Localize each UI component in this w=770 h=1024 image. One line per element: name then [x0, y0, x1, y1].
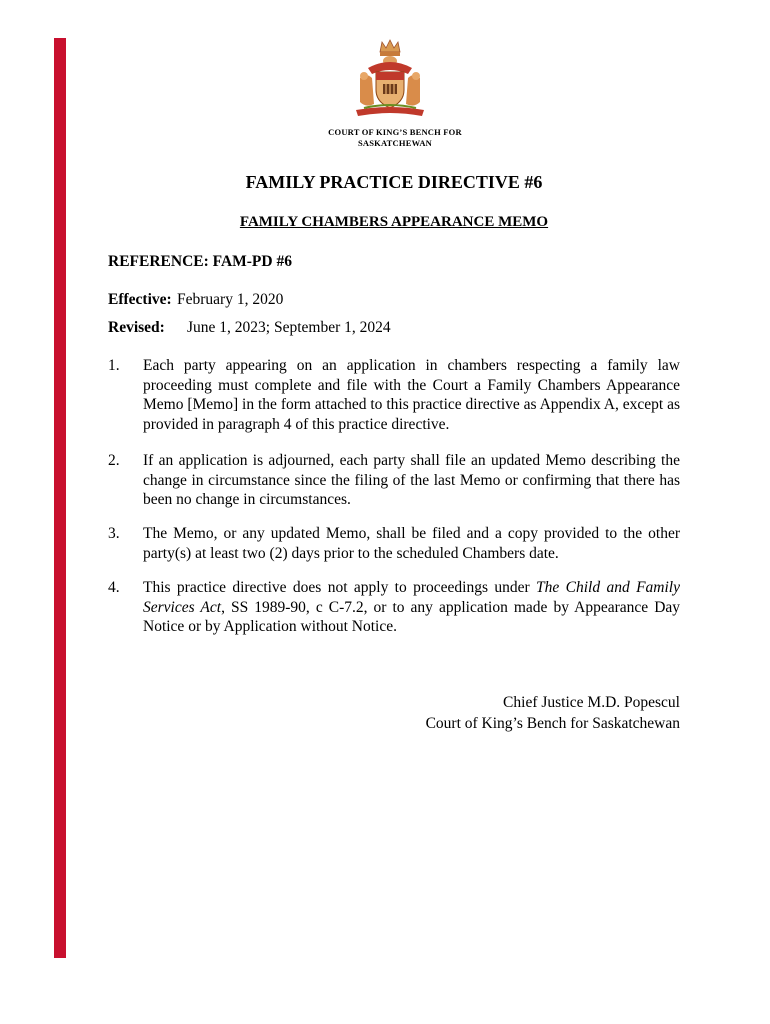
effective-row: [108, 291, 283, 309]
paragraph-3: [108, 524, 680, 563]
court-name-header: [300, 127, 490, 149]
document-title: FAMILY PRACTICE DIRECTIVE #6: [245, 172, 543, 192]
paragraph-number: 2.: [108, 452, 120, 469]
paragraph-text: Each party appearing on an application in chambers respecting a family law proceeding must complete and file with the Court a Family Chambers Appearance Memo [Memo] in the form attached to this practice directive as Appendix A, except as provided in paragraph 4 of this practice directive.: [143, 357, 680, 433]
revised-value: June 1, 2023; September 1, 2024: [187, 319, 391, 336]
paragraph-text: If an application is adjourned, each party shall file an updated Memo describing the change in circumstance since the filing of the last Memo or confirming that there has been no change in circumstances.: [143, 452, 680, 509]
paragraph-1: [108, 356, 680, 434]
paragraph-number: 1.: [108, 357, 120, 374]
margin-red-bar: [54, 38, 66, 958]
act-title: The Child and Family Services Act: [143, 579, 680, 616]
signature-block: [426, 692, 680, 734]
revised-row: [108, 319, 391, 337]
paragraph-number: 3.: [108, 525, 120, 542]
paragraph-text-before: This practice directive does not apply to proceedings under: [143, 579, 537, 596]
court-name-line2: SASKATCHEWAN: [357, 138, 433, 148]
effective-value: February 1, 2020: [177, 291, 284, 308]
court-name-line1: COURT OF KING’S BENCH FOR: [328, 127, 462, 137]
revised-label: Revised:: [108, 319, 165, 336]
paragraph-text: The Memo, or any updated Memo, shall be filed and a copy provided to the other party(s) at least two (2) days prior to the scheduled Chambers date.: [143, 525, 680, 562]
effective-label: Effective:: [108, 291, 172, 308]
paragraph-2: [108, 451, 680, 510]
document-subtitle: FAMILY CHAMBERS APPEARANCE MEMO: [239, 214, 549, 230]
paragraph-text-after: , SS 1989-90, c C-7.2, or to any application made by Appearance Day Notice or by Application without Notice.: [143, 598, 681, 636]
court-coat-of-arms-logo: [346, 38, 434, 122]
signature-court: Court of King’s Bench for Saskatchewan: [425, 715, 680, 732]
reference-line: REFERENCE: FAM-PD #6: [108, 253, 292, 270]
paragraph-4: [108, 578, 680, 637]
signature-name: Chief Justice M.D. Popescul: [503, 694, 680, 711]
paragraph-number: 4.: [108, 579, 120, 596]
paragraph-text: [143, 578, 680, 637]
